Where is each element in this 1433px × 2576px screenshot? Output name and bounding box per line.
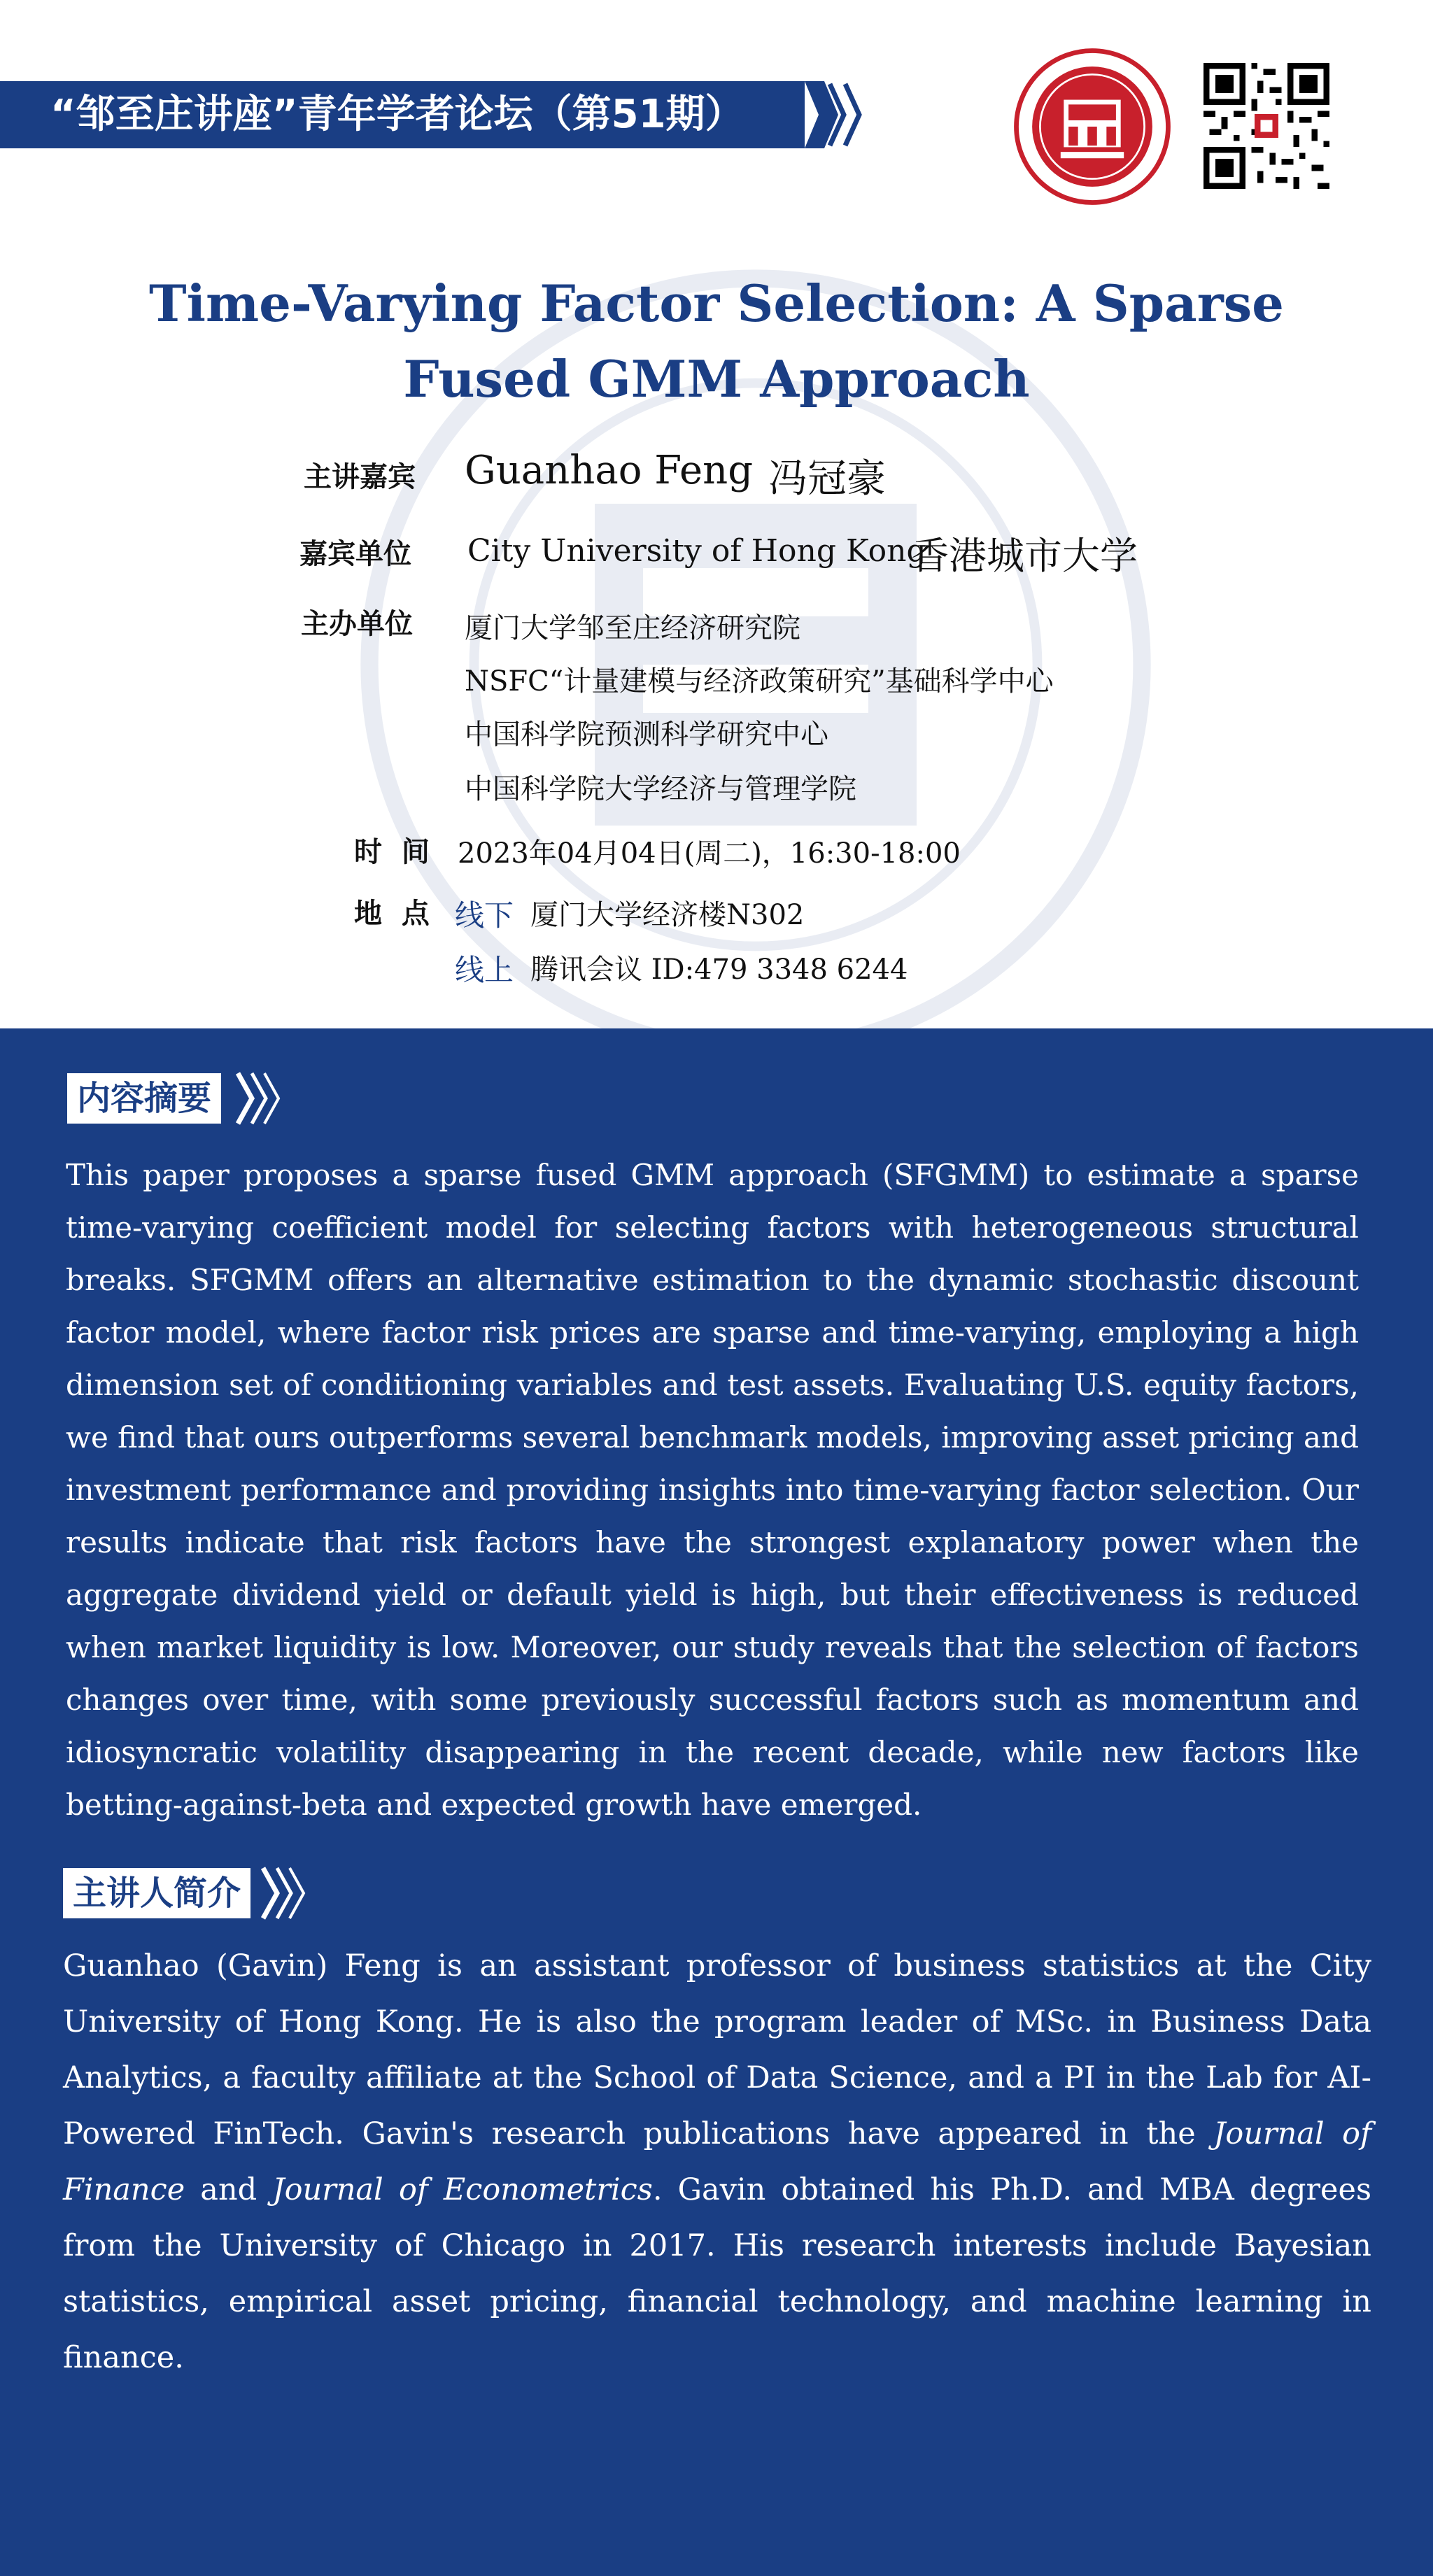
- online-label: 线上: [455, 953, 514, 987]
- speaker-label: 主讲嘉宾: [304, 461, 416, 493]
- bio-text-part: and: [185, 2172, 273, 2207]
- abstract-heading: 内容摘要: [67, 1073, 221, 1124]
- bio-text-part: Guanhao (Gavin) Feng is an assistant professor of business statistics at the City University of Hong Kong. He is also the program leader of MSc. in Business Data Analytics, a faculty affiliate at the School of Data Science, and a PI in the Lab for AI-Powered FinTech. Gavin's research publications have appeared in the: [63, 1948, 1371, 2151]
- triple-chevron-icon: [259, 1865, 315, 1921]
- bio-heading: 主讲人简介: [63, 1868, 250, 1918]
- poster-body-section: [0, 1028, 1433, 2576]
- journal-name: Journal of Finance: [63, 2116, 1371, 2207]
- qr-code[interactable]: [1203, 63, 1329, 189]
- talk-title: Time-Varying Factor Selection: A Sparse Fused GMM Approach: [149, 274, 1284, 409]
- series-title: “邹至庄讲座”青年学者论坛（第51期）: [50, 92, 744, 137]
- time-label: 时 间: [354, 836, 430, 868]
- host-item: 厦门大学邹至庄经济研究院: [465, 612, 800, 644]
- offline-venue: 厦门大学经济楼N302: [530, 899, 805, 931]
- affiliation-cn: 香港城市大学: [911, 534, 1138, 578]
- speaker-name-en: Guanhao Feng: [465, 448, 754, 493]
- host-item: 中国科学院大学经济与管理学院: [465, 773, 856, 805]
- time-value: 2023年04月04日(周二)，16:30-18:00: [458, 837, 961, 870]
- abstract-text: This paper proposes a sparse fused GMM approach (SFGMM) to estimate a sparse time-varying coefficient model for selecting factors with heterogeneous structural breaks. SFGMM offers an alternative estimation to the dynamic stochastic discount factor model, where factor risk prices are sparse and time-varying, employing a high dimension set of conditioning variables and test assets. Evaluating U.S. equity factors, we find that ours outperforms several benchmark models, improving asset pricing and investment performance and providing insights into time-varying factor selection. Our results indicate that risk factors have the strongest explanatory power when the aggregate dividend yield or default yield is high, but their effectiveness is reduced when market liquidity is low. Moreover, our study reveals that the selection of factors changes over time, with some previously successful factors such as momentum and idiosyncratic volatility disappearing in the recent decade, while new factors like betting-against-beta and expected growth have emerged.: [66, 1158, 1359, 1822]
- affiliation-en: City University of Hong Kong: [467, 533, 926, 569]
- host-item: 中国科学院预测科学研究中心: [465, 719, 828, 751]
- journal-name: Journal of Econometrics: [272, 2172, 653, 2207]
- triple-chevron-icon: [234, 1070, 290, 1126]
- host-label: 主办单位: [301, 608, 413, 640]
- affiliation-label: 嘉宾单位: [299, 538, 411, 570]
- series-banner: [0, 81, 805, 148]
- host-item: NSFC“计量建模与经济政策研究”基础科学中心: [465, 665, 1054, 698]
- institute-seal-logo: [1013, 48, 1171, 206]
- online-meeting-id: 腾讯会议 ID:479 3348 6244: [530, 954, 908, 986]
- place-label: 地 点: [354, 898, 430, 930]
- triple-chevron-icon: [805, 81, 875, 148]
- bio-text-part: . Gavin obtained his Ph.D. and MBA degrees from the University of Chicago in 2017. His research interests include Bayesian statistics, empirical asset pricing, financial technology, and machine learning in finance.: [63, 2172, 1372, 2375]
- bio-text: [63, 1938, 1371, 2386]
- offline-label: 线下: [455, 898, 514, 933]
- speaker-name-cn: 冯冠豪: [768, 456, 886, 502]
- poster-header-section: [0, 0, 1433, 1028]
